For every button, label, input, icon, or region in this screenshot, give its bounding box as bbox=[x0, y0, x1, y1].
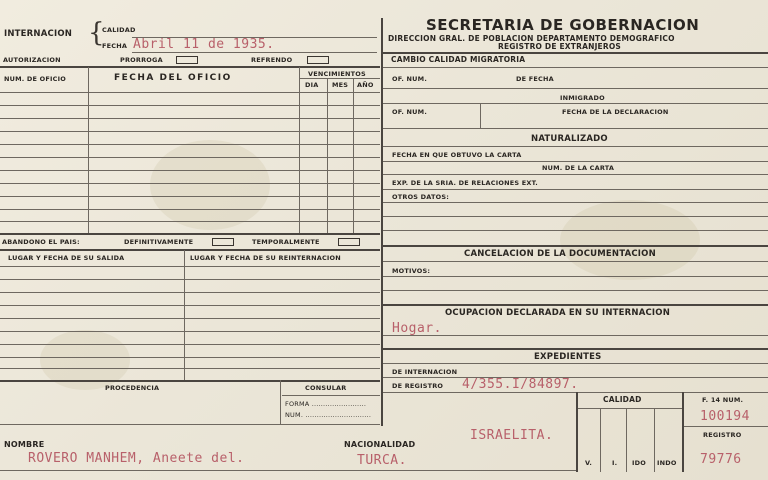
header-title: SECRETARIA DE GOBERNACION bbox=[426, 16, 700, 34]
divider bbox=[0, 233, 380, 235]
divider bbox=[282, 395, 380, 396]
definitivamente-checkbox bbox=[212, 238, 234, 246]
column-divider bbox=[682, 392, 684, 472]
definitivamente-label: DEFINITIVAMENTE bbox=[124, 238, 194, 246]
internacion-label: INTERNACION bbox=[4, 29, 73, 39]
divider bbox=[0, 424, 380, 425]
divider bbox=[383, 230, 768, 231]
calidad-ido-label: IDO bbox=[632, 459, 646, 467]
fecha-carta-label: FECHA EN QUE OBTUVO LA CARTA bbox=[392, 151, 522, 159]
nombre-value: ROVERO MANHEM, Aneete del. bbox=[28, 451, 245, 466]
divider bbox=[0, 380, 380, 382]
paper-stain bbox=[560, 200, 700, 280]
divider bbox=[0, 249, 380, 251]
consular-label: CONSULAR bbox=[305, 384, 347, 392]
religion-value: ISRAELITA. bbox=[470, 428, 554, 443]
main-divider bbox=[381, 18, 383, 426]
divider bbox=[383, 174, 768, 175]
divider bbox=[383, 335, 768, 336]
otros-datos-label: OTROS DATOS: bbox=[392, 193, 449, 201]
column-divider bbox=[576, 392, 578, 472]
divider bbox=[383, 128, 768, 129]
prorroga-label: PRORROGA bbox=[120, 56, 163, 64]
de-internacion-label: DE INTERNACION bbox=[392, 368, 458, 376]
lugar-salida-header: LUGAR Y FECHA DE SU SALIDA bbox=[8, 254, 125, 262]
of-num-2-label: OF. NUM. bbox=[392, 108, 427, 116]
dia-header: DIA bbox=[305, 81, 319, 89]
fecha-value: Abril 11 de 1935. bbox=[133, 37, 275, 52]
divider bbox=[383, 261, 768, 262]
f14-label: F. 14 NUM. bbox=[702, 396, 744, 404]
header-subtitle-2: REGISTRO DE EXTRANJEROS bbox=[498, 42, 622, 51]
column-divider bbox=[480, 103, 481, 128]
column-divider bbox=[184, 250, 185, 380]
divider bbox=[383, 245, 768, 247]
nacionalidad-value: TURCA. bbox=[357, 453, 407, 468]
divider bbox=[383, 304, 768, 306]
exp-sria-label: EXP. DE LA SRIA. DE RELACIONES EXT. bbox=[392, 179, 538, 187]
cancelacion-header: CANCELACION DE LA DOCUMENTACION bbox=[464, 249, 656, 259]
vencimientos-header: VENCIMIENTOS bbox=[308, 70, 366, 78]
prorroga-checkbox bbox=[176, 56, 198, 64]
de-registro-label: DE REGISTRO bbox=[392, 382, 444, 390]
divider bbox=[684, 426, 768, 427]
registro-label: REGISTRO bbox=[703, 431, 742, 439]
ocupacion-header: OCUPACION DECLARADA EN SU INTERNACION bbox=[445, 308, 671, 318]
calidad-indo-label: INDO bbox=[657, 459, 677, 467]
divider bbox=[383, 363, 768, 364]
ocupacion-value: Hogar. bbox=[392, 321, 442, 336]
fecha-label: FECHA bbox=[102, 42, 128, 50]
de-fecha-label: DE FECHA bbox=[516, 75, 554, 83]
column-divider bbox=[626, 409, 627, 472]
registro-num-value: 79776 bbox=[700, 452, 742, 467]
anio-header: AÑO bbox=[357, 81, 374, 89]
column-divider bbox=[280, 380, 281, 424]
autorizacion-label: AUTORIZACION bbox=[3, 56, 61, 64]
lugar-reinternacion-header: LUGAR Y FECHA DE SU REINTERNACION bbox=[190, 254, 341, 262]
brace-glyph: { bbox=[88, 18, 105, 48]
calidad-line bbox=[132, 37, 377, 38]
expedientes-header: EXPEDIENTES bbox=[534, 352, 602, 362]
divider bbox=[383, 276, 768, 277]
divider bbox=[383, 67, 768, 68]
motivos-label: MOTIVOS: bbox=[392, 267, 431, 275]
abandono-label: ABANDONO EL PAIS: bbox=[2, 238, 80, 246]
registro-value: 4/355.I/84897. bbox=[462, 377, 579, 392]
divider bbox=[383, 103, 768, 104]
num-carta-label: NUM. DE LA CARTA bbox=[542, 164, 615, 172]
divider bbox=[383, 161, 768, 162]
divider bbox=[383, 88, 768, 89]
temporalmente-label: TEMPORALMENTE bbox=[252, 238, 320, 246]
refrendo-label: REFRENDO bbox=[251, 56, 293, 64]
naturalizado-header: NATURALIZADO bbox=[531, 134, 608, 144]
header-subtitle-1: DIRECCION GRAL. DE POBLACION DEPARTAMENTO DEMOGRAFICO bbox=[388, 34, 675, 43]
nombre-label: NOMBRE bbox=[4, 440, 45, 449]
num-consular-label: NUM. ............................. bbox=[285, 411, 372, 419]
divider bbox=[383, 348, 768, 350]
divider bbox=[383, 189, 768, 190]
procedencia-label: PROCEDENCIA bbox=[105, 384, 160, 392]
divider bbox=[578, 408, 682, 409]
fecha-oficio-header: FECHA DEL OFICIO bbox=[114, 73, 232, 83]
fecha-declaracion-label: FECHA DE LA DECLARACION bbox=[562, 108, 669, 116]
temporalmente-checkbox bbox=[338, 238, 360, 246]
num-oficio-header: NUM. DE OFICIO bbox=[4, 75, 66, 83]
forma-label: FORMA ........................ bbox=[285, 400, 367, 408]
divider bbox=[0, 470, 576, 471]
calidad-label: CALIDAD bbox=[102, 26, 136, 34]
fecha-line bbox=[132, 52, 377, 53]
divider bbox=[383, 202, 768, 203]
divider bbox=[300, 78, 380, 79]
divider bbox=[0, 66, 380, 68]
divider bbox=[383, 216, 768, 217]
column-divider bbox=[654, 409, 655, 472]
f14-value: 100194 bbox=[700, 409, 750, 424]
paper-stain bbox=[150, 140, 270, 230]
inmigrado-label: INMIGRADO bbox=[560, 94, 605, 102]
mes-header: MES bbox=[332, 81, 349, 89]
of-num-label: OF. NUM. bbox=[392, 75, 427, 83]
nacionalidad-label: NACIONALIDAD bbox=[344, 440, 416, 449]
calidad-v-label: V. bbox=[585, 459, 593, 467]
divider bbox=[383, 290, 768, 291]
calidad-box-header: CALIDAD bbox=[603, 395, 642, 404]
divider bbox=[383, 52, 768, 54]
calidad-i-label: I. bbox=[612, 459, 618, 467]
column-divider bbox=[600, 409, 601, 472]
refrendo-checkbox bbox=[307, 56, 329, 64]
divider bbox=[383, 146, 768, 147]
cambio-header: CAMBIO CALIDAD MIGRATORIA bbox=[391, 55, 526, 64]
